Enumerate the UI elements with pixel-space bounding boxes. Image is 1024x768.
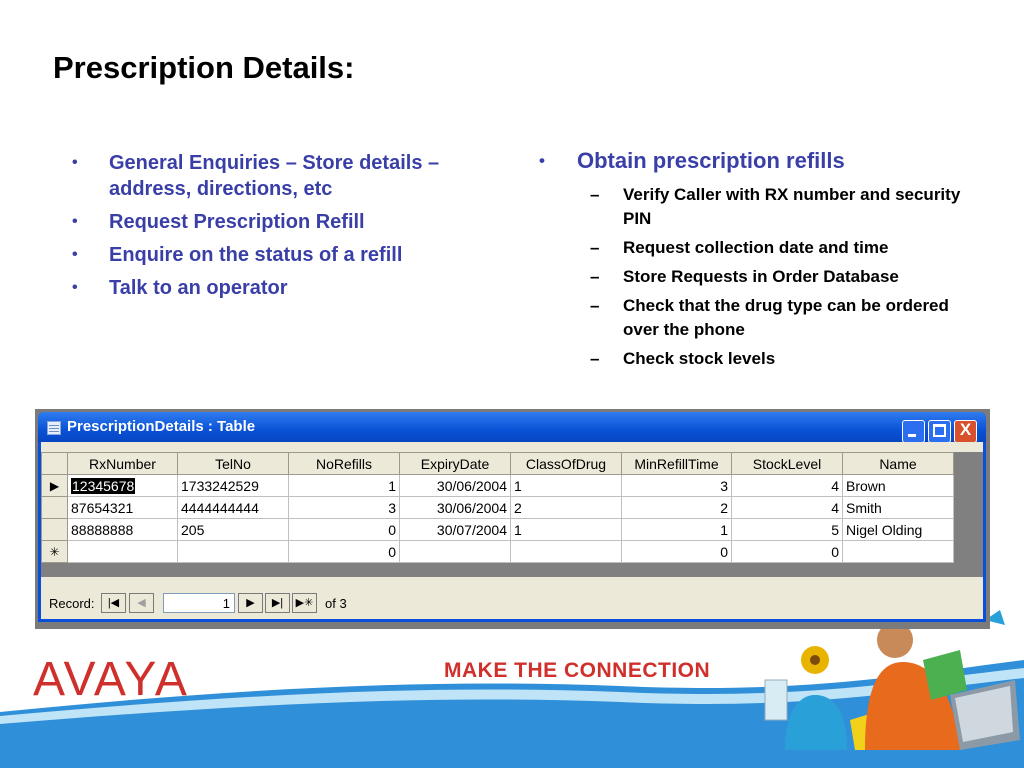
table-cell[interactable]: [400, 541, 511, 563]
sub-bullet-text: Check that the drug type can be ordered over the phone: [623, 296, 949, 339]
table-cell[interactable]: 1: [622, 519, 732, 541]
avaya-logo: AVAYA: [33, 653, 189, 706]
record-count: of 3: [325, 596, 347, 611]
bullet-text: Enquire on the status of a refill: [109, 244, 403, 266]
bullet-text: General Enquiries – Store details – address, directions, etc: [109, 152, 440, 200]
datasheet-table: [41, 452, 954, 563]
record-number-input[interactable]: [163, 593, 235, 613]
table-cell[interactable]: Smith: [843, 497, 954, 519]
dash-icon: –: [590, 267, 600, 286]
tagline: MAKE THE CONNECTION: [444, 659, 711, 682]
datasheet-area: [41, 452, 983, 577]
dash-icon: –: [590, 238, 600, 257]
first-record-button[interactable]: |◀: [101, 593, 126, 613]
column-header[interactable]: RxNumber: [68, 453, 178, 475]
table-cell[interactable]: [843, 541, 954, 563]
column-header[interactable]: StockLevel: [732, 453, 843, 475]
sub-bullet-item: [537, 347, 977, 371]
slide-title: Prescription Details:: [53, 50, 355, 85]
bullet-text: Obtain prescription refills: [577, 148, 845, 173]
window-titlebar[interactable]: [38, 412, 986, 442]
table-cell[interactable]: [178, 541, 289, 563]
sub-bullet-item: [537, 183, 977, 231]
sub-bullet-list: [537, 183, 977, 371]
table-cell[interactable]: 1733242529: [178, 475, 289, 497]
table-cell[interactable]: [68, 541, 178, 563]
maximize-icon: [933, 424, 946, 437]
table-cell[interactable]: 1: [511, 475, 622, 497]
table-cell[interactable]: 0: [732, 541, 843, 563]
table-icon: [47, 421, 61, 435]
table-cell[interactable]: 30/06/2004: [400, 497, 511, 519]
bullet-item: [70, 150, 500, 202]
right-bullet-list: [537, 147, 977, 376]
bullet-icon: •: [539, 151, 545, 170]
table-cell[interactable]: 2: [622, 497, 732, 519]
bullet-icon: •: [72, 279, 78, 296]
sub-bullet-text: Check stock levels: [623, 349, 776, 368]
current-record-indicator[interactable]: ▶: [42, 475, 68, 497]
table-cell[interactable]: 30/06/2004: [400, 475, 511, 497]
column-header[interactable]: ExpiryDate: [400, 453, 511, 475]
bullet-item: [70, 275, 500, 301]
table-row: [42, 497, 954, 519]
bullet-icon: •: [72, 154, 78, 171]
table-cell[interactable]: 3: [289, 497, 400, 519]
previous-record-button[interactable]: ◀: [129, 593, 154, 613]
selected-cell-text: 12345678: [72, 477, 135, 494]
table-row: [42, 475, 954, 497]
table-cell[interactable]: [511, 541, 622, 563]
table-cell[interactable]: 30/07/2004: [400, 519, 511, 541]
minimize-button[interactable]: [902, 420, 925, 443]
sub-bullet-item: [537, 265, 977, 289]
bullet-text: Talk to an operator: [109, 277, 288, 299]
bullet-item: [537, 147, 977, 371]
column-header[interactable]: MinRefillTime: [622, 453, 732, 475]
close-icon: X: [959, 420, 972, 439]
bullet-item: [70, 209, 500, 235]
column-header[interactable]: TelNo: [178, 453, 289, 475]
table-cell[interactable]: 87654321: [68, 497, 178, 519]
column-header[interactable]: NoRefills: [289, 453, 400, 475]
bullet-icon: •: [72, 246, 78, 263]
table-cell[interactable]: [68, 475, 178, 497]
table-cell[interactable]: 205: [178, 519, 289, 541]
table-cell[interactable]: 1: [289, 475, 400, 497]
column-header[interactable]: Name: [843, 453, 954, 475]
table-cell[interactable]: 88888888: [68, 519, 178, 541]
sub-bullet-item: [537, 294, 977, 342]
table-cell[interactable]: 0: [289, 519, 400, 541]
maximize-button[interactable]: [928, 420, 951, 443]
column-header[interactable]: ClassOfDrug: [511, 453, 622, 475]
table-cell[interactable]: 3: [622, 475, 732, 497]
minimize-icon: [908, 434, 916, 437]
table-cell[interactable]: 4: [732, 497, 843, 519]
table-cell[interactable]: 4: [732, 475, 843, 497]
select-all-corner[interactable]: [42, 453, 68, 475]
record-navigator: [41, 592, 983, 616]
table-cell[interactable]: 5: [732, 519, 843, 541]
header-row: [42, 453, 954, 475]
window-client: [41, 442, 983, 619]
table-window: [38, 412, 986, 622]
new-record-icon[interactable]: ✳: [42, 541, 68, 563]
dash-icon: –: [590, 349, 600, 368]
table-cell[interactable]: Nigel Olding: [843, 519, 954, 541]
row-selector[interactable]: [42, 497, 68, 519]
dash-icon: –: [590, 296, 600, 315]
sub-bullet-text: Request collection date and time: [623, 238, 889, 257]
bullet-item: [70, 242, 500, 268]
window-title: PrescriptionDetails : Table: [67, 418, 256, 435]
record-label: Record:: [49, 596, 95, 611]
table-cell[interactable]: 4444444444: [178, 497, 289, 519]
next-record-button[interactable]: ▶: [238, 593, 263, 613]
dash-icon: –: [590, 185, 600, 204]
left-bullet-list: [70, 150, 500, 308]
table-cell[interactable]: 0: [289, 541, 400, 563]
sub-bullet-text: Verify Caller with RX number and security PIN: [623, 185, 961, 228]
new-record-button[interactable]: ▶✳: [292, 593, 317, 613]
bullet-text: Request Prescription Refill: [109, 211, 365, 233]
row-selector[interactable]: [42, 519, 68, 541]
table-cell[interactable]: 1: [511, 519, 622, 541]
close-button[interactable]: [954, 420, 977, 443]
new-record-row: [42, 541, 954, 563]
table-row: [42, 519, 954, 541]
last-record-button[interactable]: ▶|: [265, 593, 290, 613]
sub-bullet-item: [537, 236, 977, 260]
sub-bullet-text: Store Requests in Order Database: [623, 267, 899, 286]
table-cell[interactable]: 2: [511, 497, 622, 519]
main-bullet: [537, 147, 977, 175]
bullet-icon: •: [72, 213, 78, 230]
table-cell[interactable]: 0: [622, 541, 732, 563]
table-cell[interactable]: Brown: [843, 475, 954, 497]
